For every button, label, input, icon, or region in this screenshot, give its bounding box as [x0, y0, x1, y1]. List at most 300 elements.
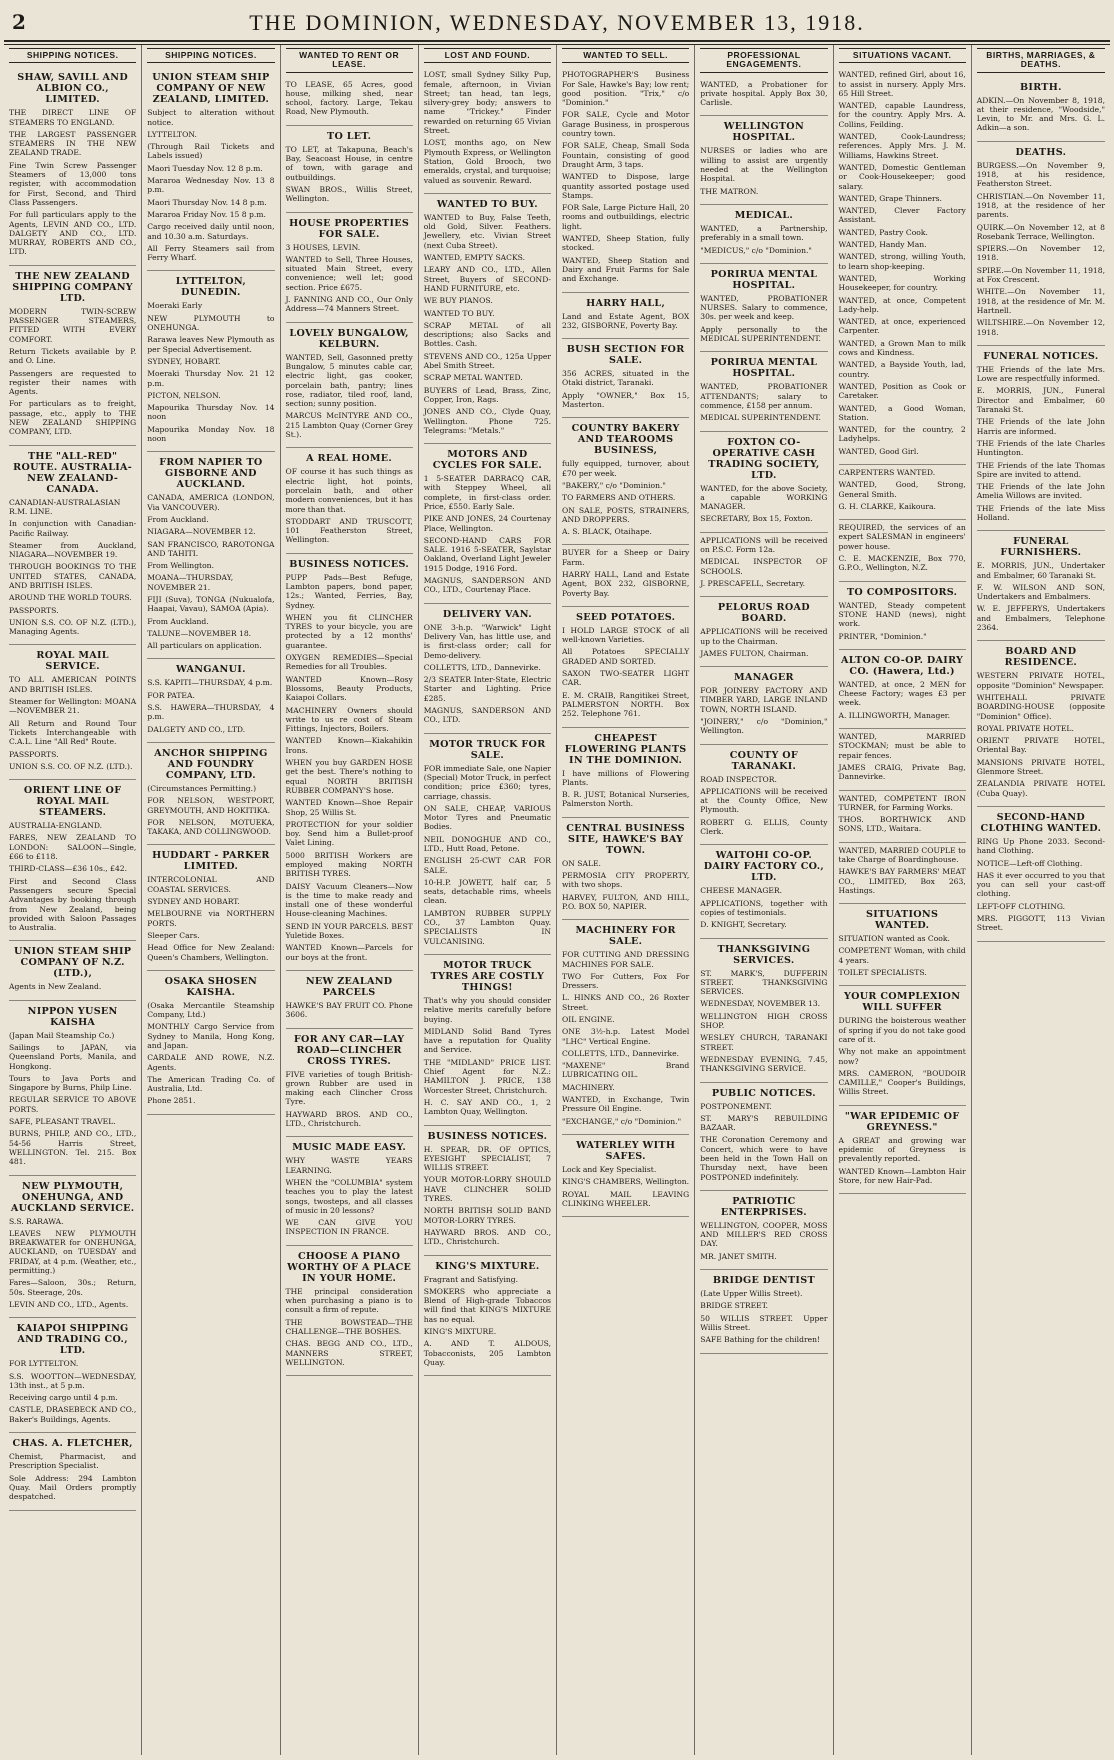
advertisement-text: THE Friends of the late John Harris are informed. — [976, 417, 1105, 436]
advertisement-text: MIDLAND Solid Band Tyres have a reputation for Quality and Service. — [423, 1026, 551, 1055]
advertisement-text: SECOND-HAND CARS FOR SALE. 1916 5-SEATER, Saylstar Oakland, Overland Light Jeweler 1915 Dodge, 1916 Ford. — [423, 535, 551, 573]
advertisement-text: Steamer from Auckland, NIAGARA—NOVEMBER 19. — [9, 540, 137, 560]
advertisement — [147, 743, 274, 845]
advertisement — [700, 1083, 827, 1191]
advertisement-text: (Circumstances Permitting.) — [147, 783, 257, 793]
advertisement-text: SAN FRANCISCO, RAROTONGA AND TAHITI. — [147, 539, 275, 558]
advertisement — [9, 266, 136, 446]
advertisement-title: PORIRUA MENTAL HOSPITAL. — [710, 268, 818, 291]
advertisement — [562, 545, 689, 606]
advertisement-text: "MEDICUS," c/o "Dominion." — [700, 245, 812, 255]
advertisement-text: SCRAP METAL WANTED. — [423, 373, 523, 383]
advertisement — [9, 1433, 136, 1510]
advertisement-text: ROBERT G. ELLIS, County Clerk. — [700, 817, 828, 837]
advertisement-text: Tours to Java Ports and Singapore by Burns, Philp Line. — [9, 1073, 137, 1093]
advertisement-title: FOXTON CO-OPERATIVE CASH TRADING SOCIETY, LTD. — [708, 436, 820, 481]
advertisement-text: WANTED, for the above Society, a capable WORKING MANAGER. — [700, 483, 828, 512]
advertisement — [286, 323, 413, 449]
advertisement-text: CASTLE, DRASEBECK AND CO., Baker's Buildings, Agents. — [9, 1405, 137, 1424]
advertisement-text: CHAS. BEGG AND CO., LTD., MANNERS STREET, WELLINGTON. — [285, 1339, 413, 1367]
advertisement-title: SITUATIONS WANTED. — [866, 909, 939, 932]
advertisement-title: SECOND-HAND CLOTHING WANTED. — [980, 811, 1102, 834]
advertisement-text: BRIDGE STREET. — [700, 1301, 769, 1311]
advertisement-text: Mapourika Monday Nov. 18 noon — [147, 424, 275, 444]
advertisement-title: BIRTH. — [1020, 81, 1062, 93]
advertisement — [839, 520, 966, 581]
advertisement-text: DURING the boisterous weather of spring if you do not take good care of it. — [838, 1016, 966, 1044]
advertisement-text: CARDALE AND ROWE, N.Z. Agents. — [147, 1053, 275, 1072]
advertisement-text: ZEALANDIA PRIVATE HOTEL (Cuba Quay). — [976, 779, 1105, 798]
advertisement-title: MACHINERY FOR SALE. — [575, 925, 676, 948]
advertisement-text: MANSIONS PRIVATE HOTEL, Glenmore Street. — [976, 757, 1105, 777]
advertisement-title: TO LET. — [327, 130, 372, 142]
advertisement-text: WANTED, a Bayside Youth, lad, country. — [838, 360, 966, 379]
advertisement-title: THE "ALL-RED" ROUTE. AUSTRALIA-NEW ZEALAND-CANADA. — [13, 450, 133, 495]
advertisement-text: RING Up Phone 2033. Second-hand Clothing. — [976, 836, 1105, 856]
advertisement-text: WANTED, a Partnership, preferably in a small town. — [700, 223, 828, 243]
advertisement-text: WELLINGTON, COOPER, MOSS AND MILLER'S RED CROSS DAY. — [700, 1220, 828, 1249]
advertisement-text: WHY WASTE YEARS LEARNING. — [285, 1156, 413, 1175]
advertisement-text: WANTED Known—Rosy Blossoms, Beauty Products, Kaiapoi Collars. — [285, 674, 413, 703]
advertisement-text: W. E. JEFFERYS, Undertakers and Embalmers, Telephone 2364. — [976, 604, 1105, 633]
advertisement-text: STODDART AND TRUSCOTT, 101 Featherston Street, Wellington. — [285, 516, 413, 545]
advertisement-title: PORIRUA MENTAL HOSPITAL. — [710, 357, 818, 380]
advertisement-text: BURGESS.—On November 9, 1918, at his residence, Featherston Street. — [976, 160, 1105, 189]
advertisement-title: HUDDART - PARKER LIMITED. — [152, 850, 270, 873]
advertisement — [286, 213, 413, 323]
advertisement-title: PELORUS ROAD BOARD. — [717, 602, 810, 625]
advertisement-title: MUSIC MADE EASY. — [292, 1142, 407, 1154]
advertisement-text: Receiving cargo until 4 p.m. — [9, 1393, 118, 1403]
advertisement-text: BUYERS of Lead, Brass, Zinc, Copper, Iron, Rags. — [423, 385, 551, 404]
advertisement-text: PASSPORTS. — [9, 605, 59, 615]
advertisement — [286, 1246, 413, 1376]
advertisement — [424, 194, 551, 444]
advertisement-text: THE principal consideration when purchasing a piano is to consult a firm of repute. — [285, 1286, 413, 1315]
advertisement-text: I have millions of Flowering Plants. — [562, 768, 690, 787]
advertisement-title: BUSINESS NOTICES. — [289, 558, 409, 570]
masthead — [4, 6, 1110, 42]
advertisement-text: TWO For Cutters, Fox For Dressers. — [562, 971, 690, 991]
advertisement — [147, 971, 274, 1115]
advertisement — [147, 659, 274, 742]
advertisement-text: 50 WILLIS STREET. Upper Willis Street. — [700, 1313, 828, 1332]
advertisement-text: FOR immediate Sale, one Napier (Special) Motor Truck, in perfect condition; price £360; tyres, carriage, chassis. — [423, 763, 551, 801]
advertisement-text: WANTED, Good, Strong, General Smith. — [838, 480, 966, 499]
advertisement-text: WANTED, Steady competent STONE HAND (news), night work. — [838, 600, 966, 629]
advertisement-text: L. HINKS AND CO., 26 Roxter Street. — [562, 993, 690, 1012]
advertisement-text: NOTICE—Left-off Clothing. — [976, 858, 1083, 868]
advertisement-text: A. ILLINGWORTH, Manager. — [838, 710, 951, 720]
advertisement-text: WANTED, COMPETENT IRON TURNER, for Farming Works. — [838, 793, 966, 812]
advertisement-text: Apply "OWNER," Box 15, Masterton. — [562, 390, 690, 410]
advertisement-text: WE CAN GIVE YOU INSPECTION IN FRANCE. — [285, 1218, 413, 1237]
advertisement-text: SWAN BROS., Willis Street, Wellington. — [285, 184, 413, 204]
advertisement-text: WANTED, capable Laundress, for the country. Apply Mrs. A. Collins, Feilding. — [838, 101, 966, 129]
advertisement — [424, 734, 551, 955]
advertisement-text: SITUATION wanted as Cook. — [838, 934, 950, 944]
advertisement-text: WANTED to Sell, Three Houses, situated Main Street, every convenience; well let; good section. Price £675. — [285, 254, 413, 292]
advertisement-text: WANTED to Buy, False Teeth, old Gold, Silver. Feathers. Jewellery, etc. Vivian Street (next Cuba Street). — [423, 212, 551, 250]
advertisement-text: WEDNESDAY, NOVEMBER 13. — [700, 999, 821, 1009]
advertisement-text: MACHINERY. — [562, 1082, 615, 1092]
advertisement-title: UNION STEAM SHIP COMPANY OF NEW ZEALAND, LIMITED. — [152, 72, 270, 106]
advertisement-text: WANTED, MARRIED STOCKMAN; must be able to repair fences. — [838, 732, 966, 760]
advertisement-title: KING'S MIXTURE. — [435, 1260, 540, 1272]
advertisement — [562, 920, 689, 1135]
advertisement-text: WHEN you buy GARDEN HOSE get the best. There's nothing to equal NORTH BRITISH RUBBER COMPANY'S hose. — [285, 758, 413, 795]
advertisement-text: WANTED Known—Shoe Repair Shop, 25 Willis St. — [285, 798, 413, 817]
advertisement-text: WANTED Known—Lambton Hair Store, for new Hair-Pad. — [838, 1166, 966, 1185]
advertisement-text: LEAVES NEW PLYMOUTH BREAKWATER for ONEHUNGA, AUCKLAND, on TUESDAY and FRIDAY, at 4 p.m. (Weather, etc., permitting.) — [9, 1228, 137, 1276]
advertisement-text: WANTED, for the country, 2 Ladyhelps. — [838, 425, 966, 444]
advertisement-title: LYTTELTON, DUNEDIN. — [175, 276, 246, 299]
advertisement-title: MANAGER — [733, 672, 794, 684]
advertisement — [839, 67, 966, 465]
advertisement-text: DAISY Vacuum Cleaners—Now is the time to make ready and install one of these wonderful House-cleaning Machines. — [285, 881, 413, 919]
advertisement-title: WATERLEY WITH SAFES. — [576, 1139, 676, 1162]
advertisement-title: WANGANUI. — [176, 664, 246, 676]
advertisement-title: KAIAPOI SHIPPING AND TRADING CO., LTD. — [16, 1323, 129, 1357]
advertisement-text: OXYGEN REMEDIES—Special Remedies for all Troubles. — [285, 653, 413, 672]
advertisement-text: CHRISTIAN.—On November 11, 1918, at the residence of her parents. — [976, 191, 1105, 220]
advertisement-text: PUPP Pads—Best Refuge, Lambton papers, bond paper, 12s.; Wanted, Ferries, Bay, Sydney. — [285, 572, 413, 610]
advertisement — [9, 1318, 136, 1433]
advertisement-text: WANTED, a Grown Man to milk cows and Kindness. — [838, 338, 966, 358]
advertisement-text: Chemist, Pharmacist, and Prescription Specialist. — [9, 1452, 137, 1471]
advertisement-title: MOTOR TRUCK FOR SALE. — [429, 738, 546, 761]
advertisement-text: MOANA—THURSDAY, NOVEMBER 21. — [147, 573, 234, 592]
advertisement-text: TO FARMERS AND OTHERS. — [562, 493, 676, 503]
advertisement-text: Sole Address: 294 Lambton Quay. Mail Orders promptly despatched. — [9, 1473, 137, 1502]
advertisement — [977, 807, 1105, 942]
advertisement-text: Fine Twin Screw Passenger Steamers of 13,000 tons register, with accommodation for First, Second, and Third Class Passengers. — [9, 160, 137, 207]
advertisement-title: COUNTY OF TARANAKI. — [729, 749, 799, 772]
column-heading: SITUATIONS VACANT. — [839, 48, 966, 63]
advertisement-text: SEND IN YOUR PARCELS. BEST Yuletide Boxes. — [285, 921, 413, 941]
advertisement-text: MAGNUS, SANDERSON AND CO., LTD., Courtenay Place. — [423, 576, 551, 595]
advertisement-text: PICTON, NELSON. — [147, 390, 221, 400]
column-heading: WANTED TO SELL. — [562, 48, 689, 63]
advertisement-text: PIKE AND JONES, 24 Courtenay Place, Wellington. — [423, 514, 551, 533]
advertisement-text: LAMBTON RUBBER SUPPLY CO., 37 Lambton Quay. SPECIALISTS IN VULCANISING. — [423, 908, 551, 946]
advertisement-text: HARVEY, FULTON, AND HILL, P.O. BOX 50, NAPIER. — [562, 892, 690, 911]
advertisement-text: ORIENT PRIVATE HOTEL, Oriental Bay. — [976, 736, 1105, 755]
advertisement — [700, 745, 827, 846]
advertisement — [700, 597, 827, 667]
advertisement-text: H. SPEAR, DR. OF OPTICS, EYESIGHT SPECIALIST, 7 WILLIS STREET. — [423, 1144, 551, 1173]
advertisement — [700, 667, 827, 744]
advertisement-text: SMOKERS who appreciate a Blend of High-grade Tobaccos will find that KING'S MIXTURE has no equal. — [423, 1286, 551, 1324]
column-6 — [695, 45, 833, 1755]
advertisement-text: HAYWARD BROS. AND CO., LTD., Christchurch. — [423, 1227, 551, 1247]
advertisement-title: MOTORS AND CYCLES FOR SALE. — [432, 449, 543, 472]
advertisement-text: WANTED, Handy Man. — [838, 240, 927, 250]
column-heading: PROFESSIONAL ENGAGEMENTS. — [700, 48, 827, 73]
advertisement-text: TO LET, at Takapuna, Beach's Bay, Seacoast House, in centre of town, with garage and outbuildings. — [285, 144, 413, 182]
advertisement-text: WANTED, MARRIED COUPLE to take Charge of Boardinghouse. — [838, 845, 966, 864]
advertisement-text: HAWKE'S BAY FARMERS' MEAT CO., LIMITED, Box 263, Hastings. — [838, 867, 966, 895]
column-grid — [4, 44, 1110, 1755]
advertisement-text: That's why you should consider relative merits carefully before buying. — [423, 995, 551, 1024]
advertisement — [424, 1256, 551, 1377]
advertisement — [700, 432, 827, 533]
advertisement-text: fully equipped, turnover, about £70 per week. — [562, 459, 690, 478]
advertisement — [9, 1176, 136, 1319]
advertisement-text: MEDICAL SUPERINTENDENT. — [700, 413, 821, 423]
advertisement-text: THE LARGEST PASSENGER STEAMERS IN THE NEW ZEALAND TRADE. — [9, 129, 137, 158]
advertisement-title: PUBLIC NOTICES. — [711, 1087, 816, 1099]
advertisement — [700, 1270, 827, 1353]
advertisement-text: "MAXENE" Brand LUBRICATING OIL. — [562, 1061, 690, 1080]
advertisement-title: CENTRAL BUSINESS SITE, HAWKE'S BAY TOWN. — [566, 822, 686, 856]
advertisement-title: COUNTRY BAKERY AND TEAROOMS BUSINESS, — [571, 423, 680, 457]
advertisement-text: MRS. PIGGOTT, 113 Vivian Street. — [976, 914, 1105, 933]
advertisement-text: WANTED, at once, Competent Lady-help. — [838, 295, 966, 314]
advertisement-text: APPLICATIONS will be received on P.S.C. Form 12a. — [700, 535, 828, 555]
advertisement-text: AUSTRALIA-ENGLAND. — [9, 821, 103, 831]
advertisement-title: WELLINGTON HOSPITAL. — [723, 121, 805, 144]
advertisement-text: FOR NELSON, WESTPORT, GREYMOUTH, AND HOKITIKA. — [147, 796, 275, 815]
advertisement-text: WANTED, Clever Factory Assistant. — [838, 206, 966, 225]
advertisement-text: 3 HOUSES, LEVIN. — [285, 242, 361, 252]
advertisement — [286, 1137, 413, 1245]
advertisement-text: SPIERS.—On November 12, 1918. — [976, 244, 1105, 263]
advertisement-text: ON SALE. — [562, 858, 601, 868]
advertisement-text: Return Tickets available by P. and O. Line. — [9, 346, 137, 366]
advertisement-title: DEATHS. — [1015, 146, 1067, 158]
advertisement-text: 2/3 SEATER Inter-State, Electric Starter and Lighting. Price £285. — [423, 675, 551, 703]
advertisement-text: MONTHLY Cargo Service from Sydney to Manila, Hong Kong, and Japan. — [147, 1022, 275, 1050]
advertisement-text: WANTED to Dispose, large quantity assorted postage used Stamps. — [562, 172, 690, 200]
advertisement-title: MEDICAL. — [734, 209, 794, 221]
advertisement-text: ON SALE, POSTS, STRAINERS, AND DROPPERS. — [562, 505, 690, 524]
advertisement-text: ROAD INSPECTOR. — [700, 774, 777, 784]
advertisement — [839, 465, 966, 520]
advertisement-text: HAYWARD BROS. AND CO., LTD., Christchurch. — [285, 1109, 413, 1129]
advertisement-text: Mararoa Wednesday Nov. 13 8 p.m. — [147, 176, 275, 195]
advertisement-text: D. KNIGHT, Secretary. — [700, 920, 787, 930]
advertisement-text: HAS it ever occurred to you that you can sell your cast-off clothing. — [976, 870, 1105, 899]
advertisement-text: Passengers are requested to register their names with Agents. — [9, 368, 137, 397]
advertisement — [839, 904, 966, 986]
advertisement-title: CHOOSE A PIANO WORTHY OF A PLACE IN YOUR HOME. — [287, 1250, 412, 1284]
advertisement — [700, 939, 827, 1083]
advertisement-text: LEARY AND CO., LTD., Allen Street, Buyers of SECOND-HAND FURNITURE, etc. — [423, 265, 551, 293]
advertisement-text: BURNS, PHILP, AND CO., LTD., 54-56 Harris Street, WELLINGTON. Tel. 215. Box 481. — [9, 1129, 137, 1167]
advertisement-text: F. W. WILSON AND SON, Undertakers and Embalmers. — [976, 582, 1105, 602]
column-7 — [834, 45, 972, 1755]
advertisement — [147, 452, 274, 659]
advertisement-text: Subject to alteration without notice. — [147, 108, 275, 127]
advertisement-text: PROTECTION for your soldier boy. Send him a Bullet-proof Valet Lining. — [285, 819, 413, 848]
column-heading: LOST AND FOUND. — [424, 48, 551, 63]
advertisement — [286, 1029, 413, 1138]
advertisement-text: INTERCOLONIAL AND COASTAL SERVICES. — [147, 875, 275, 894]
advertisement-text: I HOLD LARGE STOCK of all well-known Varieties. — [562, 625, 690, 645]
advertisement-text: ON SALE, CHEAP, VARIOUS Motor Tyres and Pneumatic Bodies. — [423, 803, 551, 832]
advertisement — [9, 1001, 136, 1176]
advertisement-text: REQUIRED, the services of an expert SALESMAN in engineers' power house. — [838, 523, 966, 551]
advertisement-text: SYDNEY, HOBART. — [147, 356, 221, 366]
advertisement-text: NEW PLYMOUTH to ONEHUNGA. — [147, 313, 275, 333]
advertisement-text: FOR PATEA. — [147, 690, 195, 700]
advertisement — [9, 780, 136, 941]
advertisement-text: SAFE, PLEASANT TRAVEL. — [9, 1117, 116, 1127]
advertisement-text: REGULAR SERVICE TO ABOVE PORTS. — [9, 1095, 137, 1114]
advertisement — [562, 339, 689, 418]
advertisement-title: CHAS. A. FLETCHER, — [12, 1438, 133, 1450]
advertisement-text: CHEESE MANAGER. — [700, 886, 783, 896]
advertisement-text: FIVE varieties of tough British-grown Rubber are used in making each Clincher Cross Tyre. — [285, 1069, 413, 1107]
advertisement-text: Sleeper Cars. — [147, 930, 200, 940]
advertisement-text: 10-H.P. JOWETT, half car, 5 seats, detachable rims, wheels clean. — [423, 877, 551, 906]
advertisement-text: A. AND T. ALDOUS, Tobacconists, 205 Lambton Quay. — [423, 1339, 551, 1367]
advertisement-text: MR. JANET SMITH. — [700, 1251, 777, 1261]
advertisement-text: MRS. CAMERON, "BOUDOIR CAMILLE," Cooper's Buildings, Willis Street. — [838, 1068, 966, 1097]
advertisement-text: TO LEASE, 65 Acres, good house, milking shed, near school, factory. Large, Tekau Road, New Plymouth. — [285, 79, 413, 117]
advertisement-text: WANTED, Domestic Gentleman or Cook-Housekeeper; good salary. — [838, 162, 966, 191]
advertisement-text: WANTED, Grape Thinners. — [838, 193, 942, 203]
advertisement-text: ST. MARK'S, DUFFERIN STREET. THANKSGIVING SERVICES. — [700, 968, 828, 997]
advertisement-text: All particulars on application. — [147, 641, 262, 651]
advertisement-text: C. E. MACKENZIE, Box 770, G.P.O., Wellington, N.Z. — [838, 554, 966, 573]
advertisement-text: KING'S MIXTURE. — [423, 1326, 497, 1336]
advertisement-text: YOUR MOTOR-LORRY SHOULD HAVE CLINCHER SOLID TYRES. — [423, 1175, 551, 1204]
advertisement-title: MOTOR TRUCK TYRES ARE COSTLY THINGS! — [430, 959, 545, 993]
advertisement-text: THIRD-CLASS—£36 10s., £42. — [9, 864, 128, 874]
advertisement-text: AROUND THE WORLD TOURS. — [9, 593, 132, 603]
advertisement-text: PASSPORTS. — [9, 749, 59, 759]
advertisement-text: PERMOSIA CITY PROPERTY, with two shops. — [562, 871, 690, 890]
column-heading: SHIPPING NOTICES. — [147, 48, 274, 63]
advertisement-title: LOVELY BUNGALOW, KELBURN. — [289, 327, 409, 350]
advertisement — [700, 116, 827, 204]
advertisement — [562, 67, 689, 292]
advertisement-text: Sailings to JAPAN, via Queensland Ports, Manila, and Hongkong. — [9, 1043, 137, 1071]
advertisement-title: FROM NAPIER TO GISBORNE AND AUCKLAND. — [159, 457, 263, 491]
advertisement-text: NURSES or ladies who are willing to assist are urgently needed at the Wellington Hospital. — [700, 146, 828, 184]
advertisement-text: Maori Tuesday Nov. 12 8 p.m. — [147, 163, 263, 173]
advertisement-text: J. PRESCAFELL, Secretary. — [700, 578, 806, 588]
advertisement — [977, 531, 1105, 641]
advertisement-text: WELLINGTON HIGH CROSS SHOP. — [700, 1011, 828, 1031]
advertisement-text: Cargo received daily until noon, and 10.30 a.m. Saturdays. — [147, 222, 275, 241]
advertisement-text: WHEN you fit CLINCHER TYRES to your bicycle, you are protected by a 12 months' guarantee. — [285, 612, 413, 650]
advertisement-text: WANTED, PROBATIONER NURSES. Salary to commence, 30s. per week and keep. — [700, 293, 828, 322]
advertisement — [839, 582, 966, 650]
advertisement-text: A. S. BLACK, Otaihape. — [562, 527, 652, 537]
advertisement — [9, 446, 136, 646]
advertisement-text: THE MATRON. — [700, 186, 759, 196]
advertisement-text: LEFT-OFF CLOTHING. — [976, 901, 1066, 911]
advertisement-text: THE Friends of the late Thomas Spire are invited to attend. — [976, 460, 1105, 479]
advertisement-text: NEIL DONOGHUE AND CO., LTD., Hutt Road, Petone. — [423, 834, 551, 853]
advertisement-text: APPLICATIONS will be received up to the Chairman. — [700, 627, 828, 646]
advertisement-text: LEVIN AND CO., LTD., Agents. — [9, 1299, 129, 1309]
advertisement-title: CHEAPEST FLOWERING PLANTS IN THE DOMINION. — [564, 732, 687, 766]
advertisement-text: FARES, NEW ZEALAND TO LONDON: SALOON—Single, £66 to £118. — [9, 833, 137, 862]
advertisement-title: HOUSE PROPERTIES FOR SALE. — [289, 217, 410, 240]
advertisement — [147, 67, 274, 271]
advertisement-text: Phone 2851. — [147, 1096, 196, 1106]
advertisement-title: FOR ANY CAR—LAY ROAD—CLINCHER CROSS TYRES. — [293, 1033, 405, 1067]
advertisement-text: THE BOWSTEAD—THE CHALLENGE—THE BOSHES. — [285, 1317, 413, 1336]
advertisement-text: E. MORRIS, JUN., Funeral Director and Embalmer, 60 Taranaki St. — [976, 386, 1105, 415]
advertisement-text: From Auckland. — [147, 616, 209, 626]
advertisement-text: THE Friends of the late Miss Holland. — [976, 503, 1105, 522]
advertisement-text: WANTED, at once, experienced Carpenter. — [838, 317, 966, 336]
advertisement — [286, 77, 413, 126]
advertisement-text: ONE 3-h.p. "Warwick" Light Delivery Van, has little use, and is first-class order; call for Demo-delivery. — [423, 622, 551, 660]
advertisement-text: SYDNEY AND HOBART. — [147, 897, 240, 907]
advertisement-text: Maori Thursday Nov. 14 8 p.m. — [147, 197, 267, 207]
advertisement-text: H. C. SAY AND CO., 1, 2 Lambton Quay, Wellington. — [423, 1097, 551, 1117]
advertisement-title: SEED POTATOES. — [575, 611, 676, 623]
advertisement-text: From Auckland. — [147, 514, 209, 524]
advertisement — [839, 650, 966, 729]
advertisement-text: PRINTER, "Dominion." — [838, 631, 927, 641]
advertisement-text: WANTED, Sell, Gasonned pretty Bungalow, 5 minutes cable car, electric light, gas cooker, porcelain bath, pantry; lines rose, radiator, tiled roof, land, section; sunny position. — [285, 352, 413, 409]
advertisement-title: "WAR EPIDEMIC OF GREYNESS." — [844, 1110, 960, 1133]
advertisement-title: SHAW, SAVILL AND ALBION CO., LIMITED. — [17, 72, 128, 106]
advertisement — [839, 1106, 966, 1194]
advertisement-text: WANTED, strong, willing Youth, to learn shop-keeping. — [838, 252, 966, 271]
column-3 — [281, 45, 419, 1755]
advertisement — [700, 845, 827, 938]
advertisement-text: WANTED Known—Parcels for our boys at the front. — [285, 943, 413, 962]
advertisement-text: WANTED, at once, 2 MEN for Cheese Factory; wages £3 per week. — [838, 679, 966, 708]
advertisement-text: CANADA, AMERICA (LONDON, Via VANCOUVER). — [147, 493, 275, 512]
advertisement-text: LYTTELTON. — [147, 129, 197, 139]
advertisement-text: MEDICAL INSPECTOR OF SCHOOLS. — [700, 557, 828, 576]
advertisement-title: BOARD AND RESIDENCE. — [1004, 646, 1078, 669]
advertisement-text: COLLETTS, LTD., Dannevirke. — [423, 662, 541, 672]
advertisement-text: FOR SALE, Cycle and Motor Garage Business, in prosperous country town. — [562, 110, 690, 139]
advertisement-text: MELBOURNE via NORTHERN PORTS. — [147, 909, 275, 928]
advertisement-title: A REAL HOME. — [306, 453, 393, 465]
advertisement-text: "EXCHANGE," c/o "Dominion." — [562, 1116, 682, 1126]
advertisement-text: S.S. KAPITI—THURSDAY, 4 p.m. — [147, 678, 273, 688]
advertisement-text: THE Friends of the late John Amelia Willows are invited. — [976, 482, 1105, 501]
advertisement-text: ADKIN.—On November 8, 1918, at their residence, "Woodside," Levin, to Mr. and Mrs. G. L. Adkin—a son. — [976, 95, 1105, 133]
advertisement-text: A GREAT and growing war epidemic of Greyness is prevalently reported. — [838, 1135, 966, 1164]
advertisement — [977, 641, 1105, 807]
advertisement-text: E. MORRIS, JUN., Undertaker and Embalmer, 60 Taranaki St. — [976, 561, 1105, 580]
advertisement-text: Fares—Saloon, 30s.; Return, 50s. Steerage, 20s. — [9, 1278, 137, 1297]
column-heading: SHIPPING NOTICES. — [9, 48, 136, 63]
advertisement — [562, 728, 689, 818]
advertisement-text: THE "MIDLAND" PRICE LIST. Chief Agent for N.Z.: HAMILTON J. PRICE, 138 Worcester Street, Christchurch. — [423, 1057, 551, 1095]
advertisement-text: All Return and Round Tour Tickets Interchangeable with C.A.L. Line "All Red" Route. — [9, 718, 137, 747]
advertisement-title: ORIENT LINE OF ROYAL MAIL STEAMERS. — [23, 785, 122, 819]
advertisement-text: TO ALL AMERICAN POINTS AND BRITISH ISLES. — [9, 675, 137, 694]
advertisement-title: ALTON CO-OP. DAIRY CO. (Hawera, Ltd.) — [841, 654, 964, 677]
advertisement-text: SAXON TWO-SEATER LIGHT CAR. — [562, 669, 690, 688]
advertisement-text: FOR SALE, Cheap, Small Soda Fountain, consisting of good Draught Arm, 3 taps. — [562, 141, 690, 169]
advertisement-text: SAFE Bathing for the children! — [700, 1335, 821, 1345]
advertisement-title: THE NEW ZEALAND SHIPPING COMPANY LTD. — [12, 270, 133, 304]
advertisement — [9, 941, 136, 1000]
advertisement-text: S.S. WOOTTON—WEDNESDAY, 13th inst., at 5 p.m. — [9, 1371, 137, 1390]
advertisement-text: "BAKERY," c/o "Dominion." — [562, 480, 666, 490]
advertisement — [424, 604, 551, 734]
advertisement-title: BUSINESS NOTICES. — [427, 1130, 548, 1142]
advertisement-text: Moeraki Early — [147, 301, 203, 311]
advertisement-text: B. R. JUST, Botanical Nurseries, Palmerston North. — [562, 790, 690, 809]
column-8 — [972, 45, 1110, 1755]
advertisement — [839, 843, 966, 904]
